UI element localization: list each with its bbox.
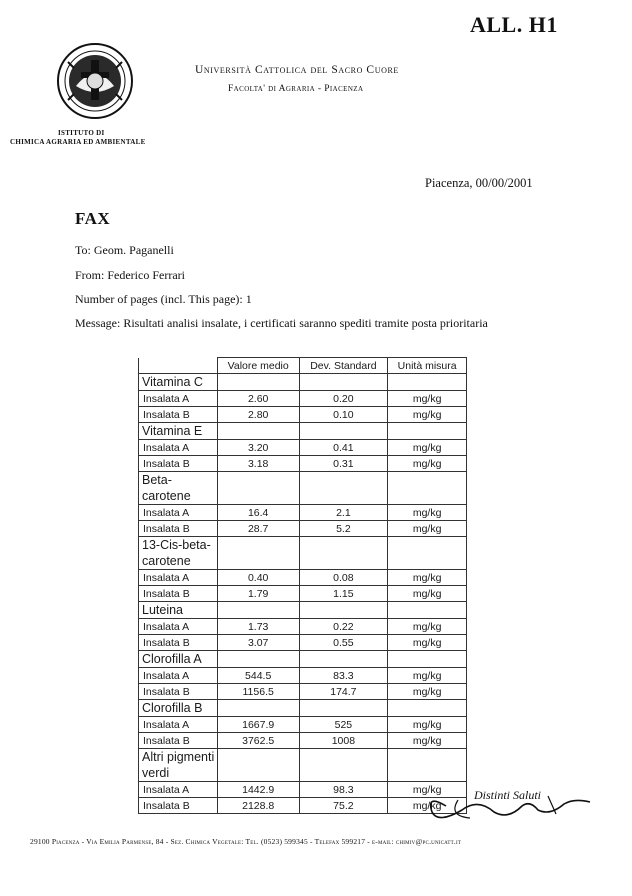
sample-name: Insalata B xyxy=(139,684,218,700)
mean-value: 0.40 xyxy=(217,570,299,586)
std-dev-value: 83.3 xyxy=(299,668,388,684)
analyte-name: Vitamina E xyxy=(139,423,218,440)
unit-value: mg/kg xyxy=(388,782,467,798)
table-row xyxy=(139,521,467,537)
mean-value: 3762.5 xyxy=(217,733,299,749)
table-row xyxy=(139,440,467,456)
mean-value: 1.79 xyxy=(217,586,299,602)
unit-value: mg/kg xyxy=(388,733,467,749)
unit-value: mg/kg xyxy=(388,440,467,456)
annex-label: ALL. H1 xyxy=(470,12,558,37)
empty-cell xyxy=(217,651,299,668)
table-header-row xyxy=(139,358,467,374)
table-row xyxy=(139,619,467,635)
mean-value: 3.20 xyxy=(217,440,299,456)
fax-message: Message: Risultati analisi insalate, i certificati saranno spediti tramite posta prioritaria xyxy=(75,316,488,330)
mean-value: 1442.9 xyxy=(217,782,299,798)
std-dev-value: 0.41 xyxy=(299,440,388,456)
std-dev-value: 1.15 xyxy=(299,586,388,602)
analyte-name: Clorofilla B xyxy=(139,700,218,717)
sample-name: Insalata A xyxy=(139,570,218,586)
mean-value: 2128.8 xyxy=(217,798,299,814)
empty-cell xyxy=(388,423,467,440)
table-row xyxy=(139,391,467,407)
fax-sender: From: Federico Ferrari xyxy=(75,268,185,282)
fax-page-count: Number of pages (incl. This page): 1 xyxy=(75,292,252,306)
sample-name: Insalata A xyxy=(139,505,218,521)
table-row xyxy=(139,570,467,586)
empty-cell xyxy=(388,602,467,619)
closing-greeting: Distinti Saluti xyxy=(474,788,542,802)
std-dev-value: 0.31 xyxy=(299,456,388,472)
table-group-row xyxy=(139,602,467,619)
std-dev-value: 98.3 xyxy=(299,782,388,798)
sample-name: Insalata A xyxy=(139,619,218,635)
unit-value: mg/kg xyxy=(388,407,467,423)
analyte-name: Vitamina C xyxy=(139,374,218,391)
empty-cell xyxy=(388,651,467,668)
empty-cell xyxy=(299,537,388,570)
empty-cell xyxy=(217,602,299,619)
mean-value: 2.60 xyxy=(217,391,299,407)
table-row xyxy=(139,733,467,749)
mean-value: 28.7 xyxy=(217,521,299,537)
mean-value: 3.18 xyxy=(217,456,299,472)
std-dev-value: 1008 xyxy=(299,733,388,749)
empty-cell xyxy=(299,749,388,782)
fax-recipient: To: Geom. Paganelli xyxy=(75,243,174,257)
std-dev-value: 75.2 xyxy=(299,798,388,814)
empty-cell xyxy=(299,700,388,717)
sample-name: Insalata A xyxy=(139,440,218,456)
results-table xyxy=(138,357,467,814)
std-dev-value: 0.20 xyxy=(299,391,388,407)
empty-cell xyxy=(299,651,388,668)
empty-cell xyxy=(388,374,467,391)
table-header-unit: Unità misura xyxy=(388,358,467,374)
std-dev-value: 0.55 xyxy=(299,635,388,651)
analyte-name: Beta-carotene xyxy=(139,472,218,505)
unit-value: mg/kg xyxy=(388,570,467,586)
empty-cell xyxy=(388,472,467,505)
unit-value: mg/kg xyxy=(388,505,467,521)
table-group-row xyxy=(139,700,467,717)
empty-cell xyxy=(388,537,467,570)
empty-cell xyxy=(217,472,299,505)
std-dev-value: 0.22 xyxy=(299,619,388,635)
analyte-name: Clorofilla A xyxy=(139,651,218,668)
table-header-blank xyxy=(139,358,218,374)
table-row xyxy=(139,684,467,700)
table-row xyxy=(139,668,467,684)
std-dev-value: 0.08 xyxy=(299,570,388,586)
std-dev-value: 2.1 xyxy=(299,505,388,521)
mean-value: 16.4 xyxy=(217,505,299,521)
std-dev-value: 0.10 xyxy=(299,407,388,423)
sample-name: Insalata B xyxy=(139,586,218,602)
empty-cell xyxy=(299,374,388,391)
mean-value: 3.07 xyxy=(217,635,299,651)
sample-name: Insalata B xyxy=(139,733,218,749)
fax-title: FAX xyxy=(75,209,111,228)
mean-value: 2.80 xyxy=(217,407,299,423)
empty-cell xyxy=(217,537,299,570)
university-name: Università Cattolica del Sacro Cuore xyxy=(195,64,399,76)
empty-cell xyxy=(217,374,299,391)
sample-name: Insalata A xyxy=(139,391,218,407)
empty-cell xyxy=(217,423,299,440)
empty-cell xyxy=(299,472,388,505)
analyte-name: Luteina xyxy=(139,602,218,619)
table-group-row xyxy=(139,374,467,391)
analyte-name: Altri pigmenti verdi xyxy=(139,749,218,782)
place-date: Piacenza, 00/00/2001 xyxy=(425,176,533,190)
unit-value: mg/kg xyxy=(388,668,467,684)
mean-value: 1156.5 xyxy=(217,684,299,700)
std-dev-value: 5.2 xyxy=(299,521,388,537)
table-header-sd: Dev. Standard xyxy=(299,358,388,374)
table-row xyxy=(139,635,467,651)
mean-value: 1667.9 xyxy=(217,717,299,733)
sample-name: Insalata B xyxy=(139,521,218,537)
table-row xyxy=(139,717,467,733)
sample-name: Insalata B xyxy=(139,456,218,472)
unit-value: mg/kg xyxy=(388,798,467,814)
mean-value: 1.73 xyxy=(217,619,299,635)
table-group-row xyxy=(139,423,467,440)
unit-value: mg/kg xyxy=(388,521,467,537)
table-row xyxy=(139,407,467,423)
empty-cell xyxy=(299,602,388,619)
unit-value: mg/kg xyxy=(388,684,467,700)
sample-name: Insalata A xyxy=(139,668,218,684)
footer-address: 29100 Piacenza - Via Emilia Parmense, 84 - Sez. Chimica Vegetale: Tel. (0523) 599345 - Telefax 599217 - e-mail: chimiv@pc.unicatt.it xyxy=(30,837,462,846)
empty-cell xyxy=(217,700,299,717)
unit-value: mg/kg xyxy=(388,391,467,407)
table-group-row xyxy=(139,472,467,505)
sample-name: Insalata A xyxy=(139,782,218,798)
table-header-mean: Valore medio xyxy=(217,358,299,374)
university-seal-icon xyxy=(56,42,134,120)
sample-name: Insalata B xyxy=(139,635,218,651)
table-group-row xyxy=(139,651,467,668)
empty-cell xyxy=(299,423,388,440)
unit-value: mg/kg xyxy=(388,456,467,472)
closing-signature-block xyxy=(418,776,598,826)
unit-value: mg/kg xyxy=(388,586,467,602)
analyte-name: 13-Cis-beta-carotene xyxy=(139,537,218,570)
mean-value: 544.5 xyxy=(217,668,299,684)
empty-cell xyxy=(388,700,467,717)
table-row xyxy=(139,505,467,521)
sample-name: Insalata A xyxy=(139,717,218,733)
institute-line-1: ISTITUTO DI xyxy=(58,129,105,137)
std-dev-value: 525 xyxy=(299,717,388,733)
table-row xyxy=(139,586,467,602)
std-dev-value: 174.7 xyxy=(299,684,388,700)
empty-cell xyxy=(217,749,299,782)
sample-name: Insalata B xyxy=(139,798,218,814)
sample-name: Insalata B xyxy=(139,407,218,423)
unit-value: mg/kg xyxy=(388,635,467,651)
institute-line-2: CHIMICA AGRARIA ED AMBIENTALE xyxy=(10,138,146,146)
unit-value: mg/kg xyxy=(388,717,467,733)
table-row xyxy=(139,456,467,472)
unit-value: mg/kg xyxy=(388,619,467,635)
faculty-name: Facolta' di Agraria - Piacenza xyxy=(228,84,364,94)
table-group-row xyxy=(139,537,467,570)
